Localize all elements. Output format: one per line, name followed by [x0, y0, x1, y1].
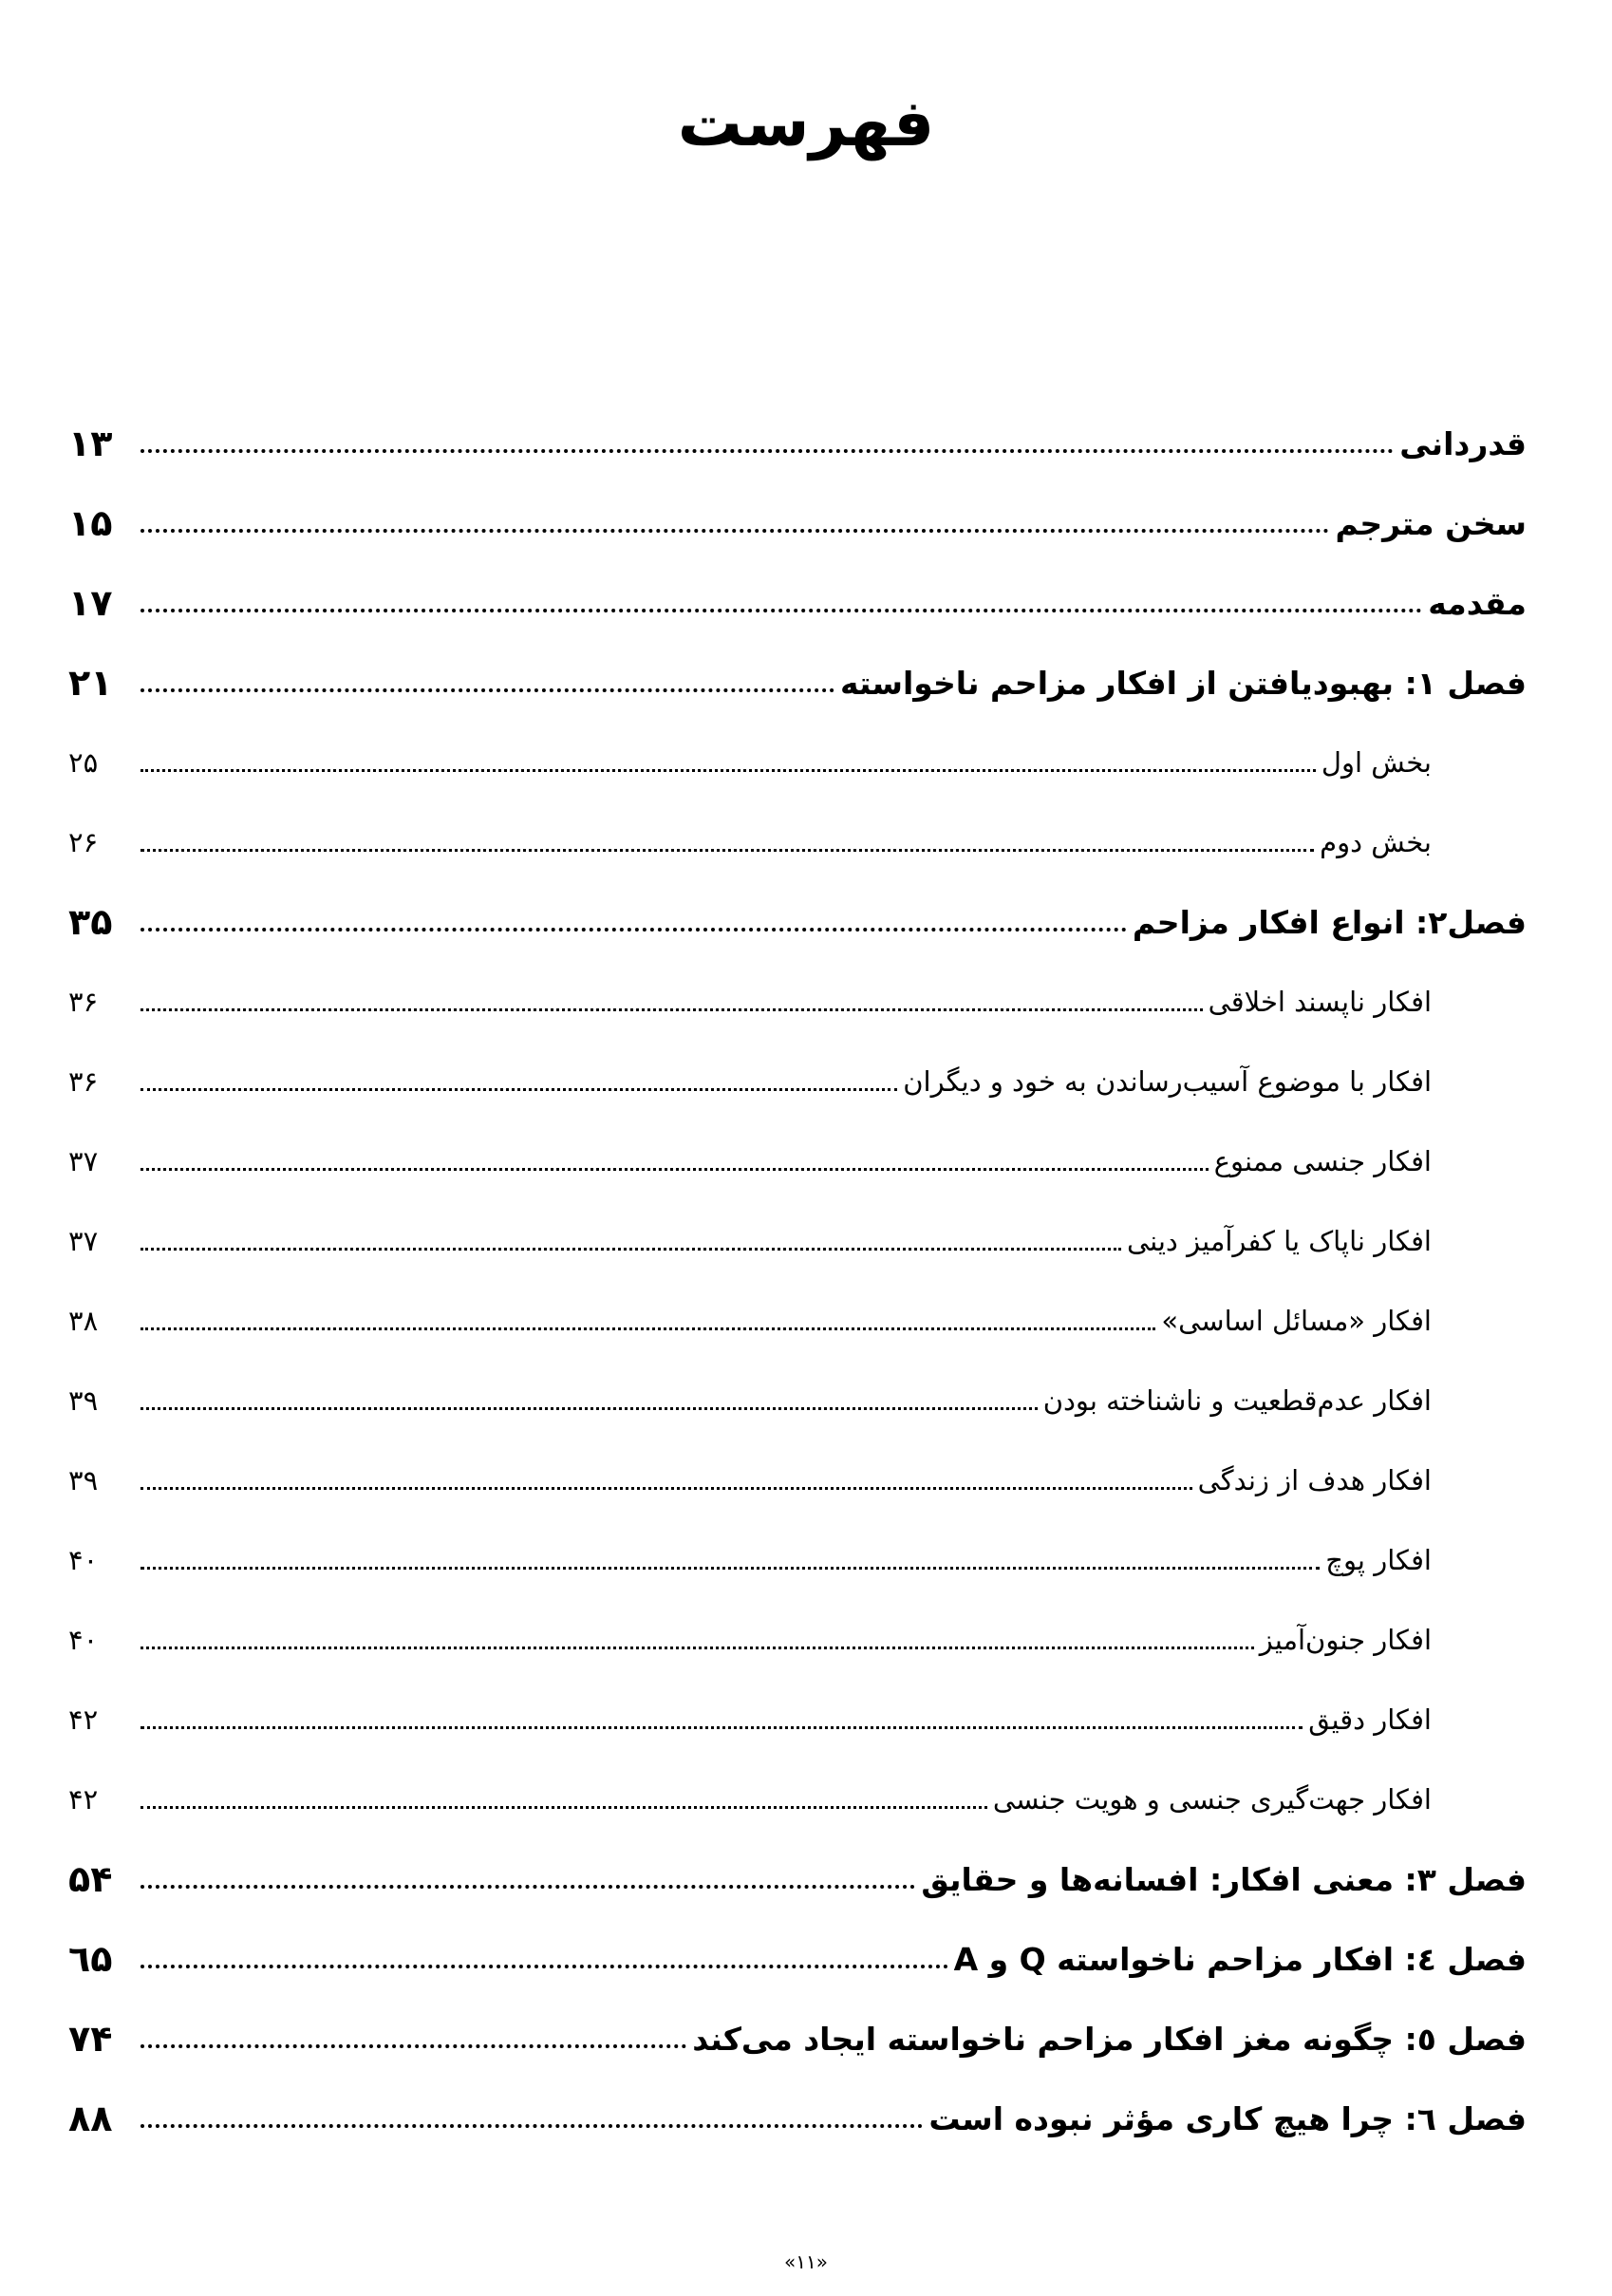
toc-entry — [68, 1760, 1527, 1839]
dot-leader — [141, 1624, 1254, 1649]
toc-entry — [68, 1121, 1527, 1201]
toc-entry — [68, 404, 1527, 483]
toc-entry-page: ۳۹ — [68, 1384, 99, 1417]
dot-leader — [141, 426, 1394, 453]
toc-entry-page: ۴۰ — [68, 1624, 99, 1656]
toc-entry-title: بخش دوم — [1320, 826, 1432, 858]
dot-leader — [141, 1225, 1121, 1251]
toc-entry-title: افکار دقیق — [1308, 1703, 1432, 1736]
toc-entry-page: ۳۷ — [68, 1145, 99, 1177]
dot-leader — [141, 1145, 1209, 1171]
dot-leader — [141, 2022, 686, 2048]
toc-entry-title: افکار با موضوع آسیب‌رساندن به خود و دیگران — [903, 1065, 1432, 1098]
dot-leader — [141, 746, 1316, 772]
toc-entry-page: ۸۸ — [68, 2098, 113, 2139]
toc-entry — [68, 723, 1527, 802]
dot-leader — [141, 586, 1422, 612]
dot-leader — [141, 905, 1127, 932]
dot-leader — [141, 2101, 923, 2128]
toc-entry-title: افکار پوچ — [1325, 1544, 1432, 1576]
dot-leader — [141, 1942, 948, 1968]
toc-entry — [68, 1919, 1527, 1999]
toc-entry-page: ۷۴ — [68, 2018, 113, 2060]
toc-entry-page: ۲۵ — [68, 746, 99, 779]
toc-entry-page: ۱۳ — [68, 423, 113, 464]
toc-entry-title: افکار جنون‌آمیز — [1259, 1624, 1432, 1656]
dot-leader — [141, 666, 834, 692]
toc-entry-title: افکار هدف از زندگی — [1197, 1464, 1432, 1496]
toc-entry — [68, 643, 1527, 723]
toc-entry-page: ۱۵ — [68, 502, 113, 544]
toc-entry-page: ۴۰ — [68, 1544, 99, 1576]
toc-entry-title: افکار جهت‌گیری جنسی و هویت جنسی — [992, 1783, 1432, 1816]
toc-entry-page: ۴۲ — [68, 1703, 99, 1736]
toc-entry-page: ۱۷ — [68, 582, 113, 624]
toc-entry-title: فصل ٥: چگونه مغز افکار مزاحم ناخواسته ایجاد می‌کند — [692, 2020, 1527, 2058]
toc-entry — [68, 962, 1527, 1042]
toc-entry-title: افکار عدم‌قطعیت و ناشناخته بودن — [1042, 1384, 1432, 1417]
toc-entry — [68, 483, 1527, 563]
page-title: فهرست — [677, 86, 935, 161]
dot-leader — [141, 1544, 1320, 1570]
toc-entry — [68, 1999, 1527, 2079]
toc-entry — [68, 1281, 1527, 1361]
table-of-contents — [68, 404, 1527, 2158]
dot-leader — [141, 1783, 987, 1809]
dot-leader — [141, 506, 1329, 533]
dot-leader — [141, 1464, 1192, 1490]
toc-entry-title: فصل ۱: بهبودیافتن از افکار مزاحم ناخواسته — [840, 664, 1527, 702]
toc-entry-page: ۲۱ — [68, 662, 113, 704]
toc-entry — [68, 1600, 1527, 1680]
toc-entry — [68, 1201, 1527, 1281]
toc-entry — [68, 1680, 1527, 1760]
page-number: «۱۱» — [784, 2250, 828, 2273]
toc-entry-title: مقدمه — [1428, 584, 1527, 622]
dot-leader — [141, 1862, 915, 1889]
toc-entry-page: ۵۴ — [68, 1858, 113, 1900]
dot-leader — [141, 1305, 1155, 1330]
dot-leader — [141, 1703, 1303, 1729]
toc-entry-title: افکار ناپاک یا کفرآمیز دینی — [1126, 1225, 1432, 1257]
toc-entry-title: قدردانی — [1399, 424, 1527, 462]
toc-entry-title: افکار جنسی ممنوع — [1213, 1145, 1432, 1177]
toc-entry-page: ٦۵ — [68, 1938, 113, 1980]
toc-entry — [68, 802, 1527, 882]
toc-entry-title: فصل ٦: چرا هیچ کاری مؤثر نبوده است — [928, 2099, 1527, 2137]
toc-entry — [68, 882, 1527, 962]
toc-entry — [68, 1520, 1527, 1600]
toc-entry-page: ۳۵ — [68, 901, 113, 943]
dot-leader — [141, 986, 1203, 1011]
toc-entry — [68, 1440, 1527, 1520]
toc-entry-title: فصل ٤: افکار مزاحم ناخواسته Q و A — [953, 1940, 1527, 1978]
toc-entry-title: افکار «مسائل اساسی» — [1161, 1305, 1432, 1337]
toc-entry-page: ۲۶ — [68, 826, 99, 858]
toc-entry — [68, 1839, 1527, 1919]
toc-entry-page: ۳۶ — [68, 1065, 99, 1098]
toc-entry-page: ۳۶ — [68, 986, 99, 1018]
toc-entry-page: ۳۸ — [68, 1305, 99, 1337]
toc-entry-title: افکار ناپسند اخلاقی — [1208, 986, 1432, 1018]
toc-entry-page: ۳۹ — [68, 1464, 99, 1496]
toc-entry-title: فصل۲: انواع افکار مزاحم — [1132, 903, 1527, 941]
dot-leader — [141, 826, 1314, 852]
toc-entry — [68, 1361, 1527, 1440]
dot-leader — [141, 1384, 1038, 1410]
toc-entry-title: سخن مترجم — [1335, 504, 1527, 542]
toc-entry-page: ۳۷ — [68, 1225, 99, 1257]
toc-entry-title: فصل ۳: معنی افکار: افسانه‌ها و حقایق — [921, 1860, 1527, 1898]
toc-entry — [68, 2079, 1527, 2158]
toc-entry — [68, 1042, 1527, 1121]
toc-entry-page: ۴۲ — [68, 1783, 99, 1816]
toc-entry — [68, 563, 1527, 643]
toc-entry-title: بخش اول — [1321, 746, 1432, 779]
dot-leader — [141, 1065, 897, 1091]
